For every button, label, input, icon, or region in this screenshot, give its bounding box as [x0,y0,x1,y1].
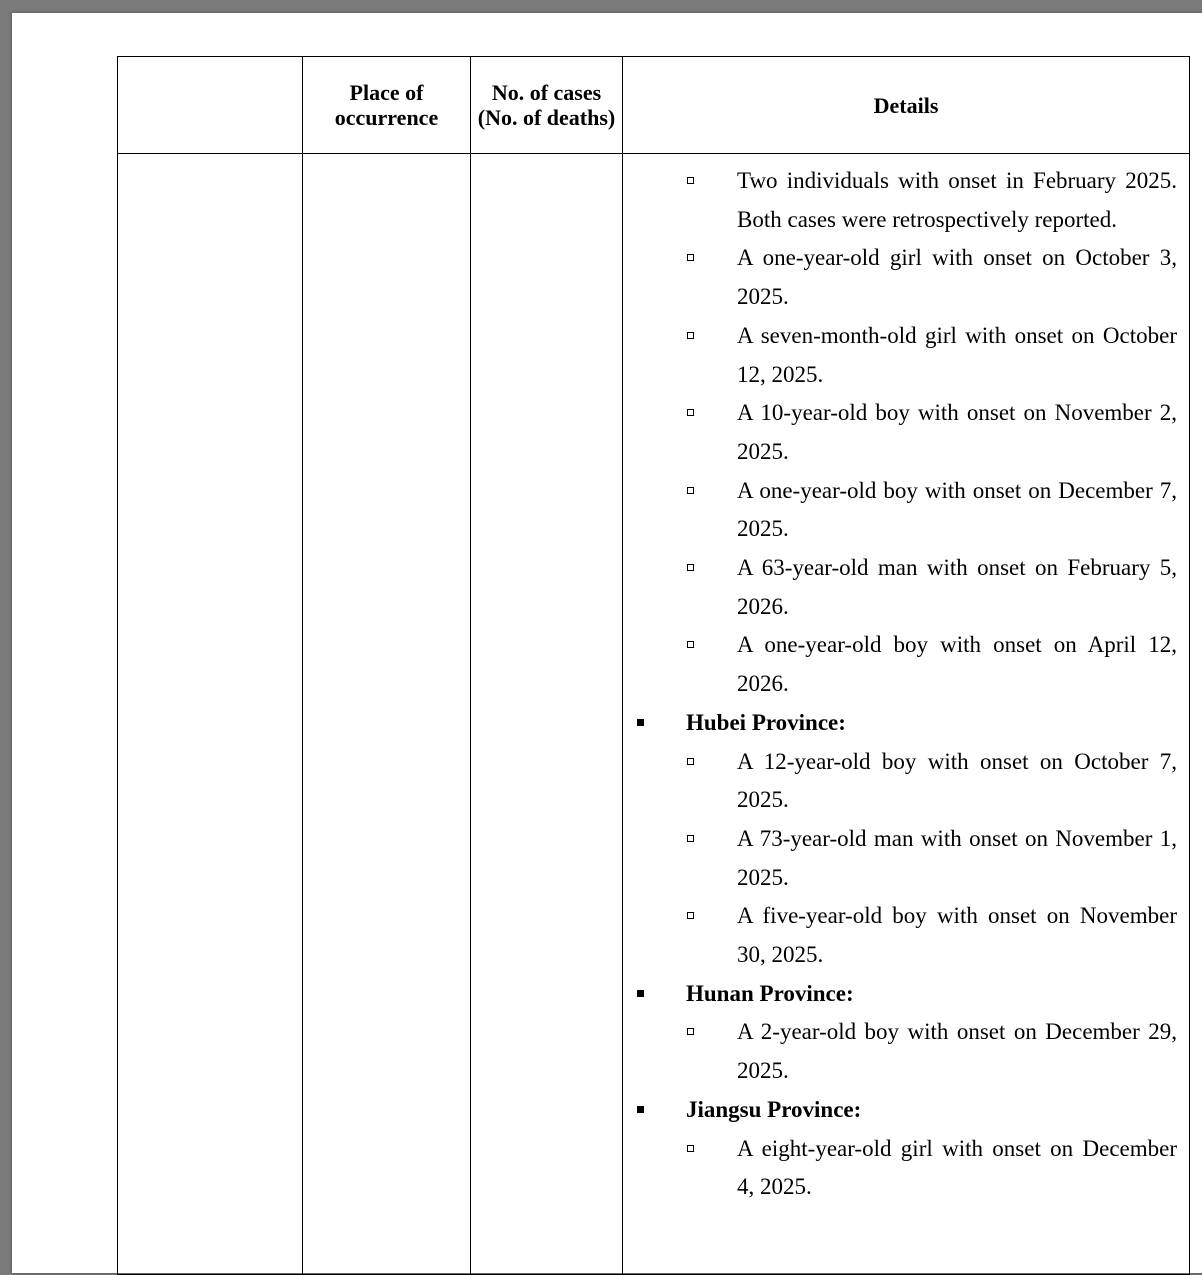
hollow-square-bullet-icon [687,254,694,261]
list-item: A one-year-old boy with onset on December 7, 2025. [623,472,1189,549]
header-details: Details [623,57,1190,154]
list-item: A 2-year-old boy with onset on December 29, 2025. [623,1013,1189,1090]
hollow-square-bullet-icon [687,409,694,416]
group-jiangsu [623,1091,1189,1207]
hollow-square-bullet-icon [687,332,694,339]
header-place: Place of occurrence [303,57,471,154]
hollow-square-bullet-icon [687,1028,694,1035]
cell-blank [118,154,303,1275]
hollow-square-bullet-icon [687,1145,694,1152]
list-item: A five-year-old boy with onset on November 30, 2025. [623,897,1189,974]
list-item: A 12-year-old boy with onset on October 7, 2025. [623,743,1189,820]
continued-list [623,162,1189,704]
group-hubei [623,704,1189,975]
filled-square-bullet-icon [637,719,644,726]
hollow-square-bullet-icon [687,835,694,842]
cell-cases [471,154,623,1275]
list-item: A one-year-old girl with onset on October 3, 2025. [623,239,1189,316]
hollow-square-bullet-icon [687,177,694,184]
group-hunan [623,975,1189,1091]
hollow-square-bullet-icon [687,641,694,648]
filled-square-bullet-icon [637,990,644,997]
cell-place [303,154,471,1275]
list-item: A one-year-old boy with onset on April 12, 2026. [623,626,1189,703]
hollow-square-bullet-icon [687,912,694,919]
list-item: A eight-year-old girl with onset on December 4, 2025. [623,1130,1189,1207]
list-item: Two individuals with onset in February 2025. Both cases were retrospectively reported. [623,162,1189,239]
list-item: A 73-year-old man with onset on November 1, 2025. [623,820,1189,897]
table-row [118,154,1190,1275]
header-blank [118,57,303,154]
header-cases: No. of cases (No. of deaths) [471,57,623,154]
list-item: A 10-year-old boy with onset on November 2, 2025. [623,394,1189,471]
group-heading: Jiangsu Province: [623,1091,1189,1130]
document-page [12,13,1202,1273]
hollow-square-bullet-icon [687,758,694,765]
table-header-row [118,57,1190,154]
cases-table [117,56,1190,1275]
hollow-square-bullet-icon [687,564,694,571]
hollow-square-bullet-icon [687,487,694,494]
list-item: A 63-year-old man with onset on February 5, 2026. [623,549,1189,626]
list-item: A seven-month-old girl with onset on October 12, 2025. [623,317,1189,394]
group-heading: Hunan Province: [623,975,1189,1014]
group-heading: Hubei Province: [623,704,1189,743]
cell-details [623,154,1190,1275]
filled-square-bullet-icon [637,1106,644,1113]
